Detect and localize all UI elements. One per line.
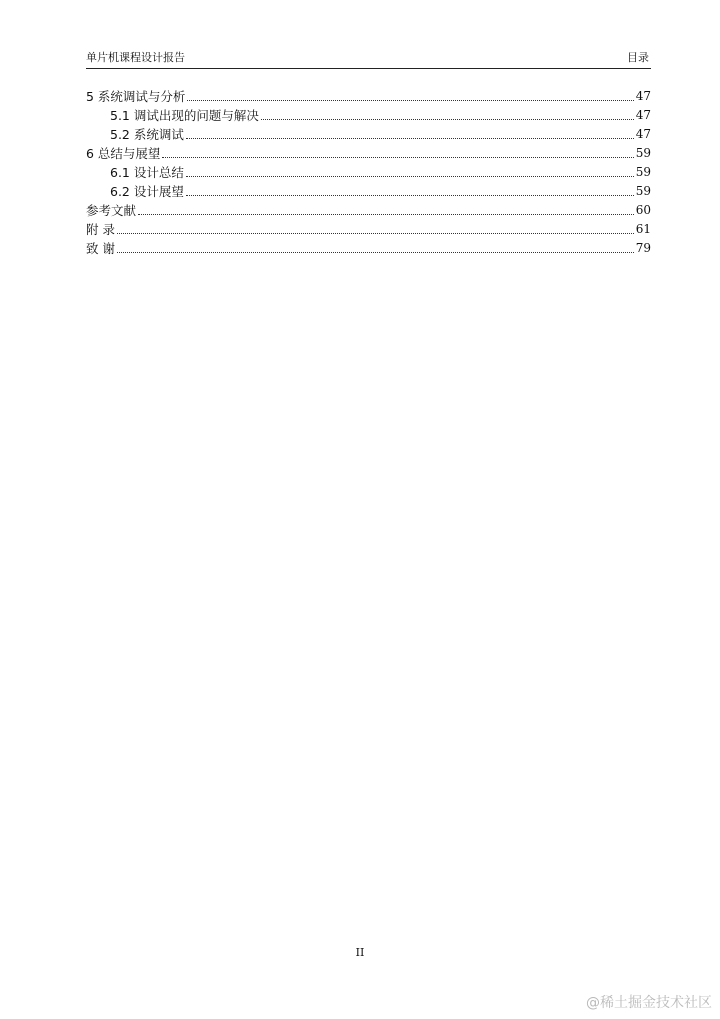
toc-entry-title: 5.1 调试出现的问题与解决 (110, 108, 259, 123)
page-number: II (355, 946, 365, 959)
toc-dot-leader (186, 138, 634, 139)
toc-entry-page: 59 (635, 146, 651, 160)
toc-dot-leader (162, 157, 633, 158)
toc-entry-page: 61 (635, 222, 651, 236)
toc-dot-leader (117, 233, 634, 234)
header-section-name: 目录 (627, 51, 649, 64)
toc-entry-page: 59 (635, 184, 651, 198)
toc-entry-page: 60 (635, 203, 651, 217)
toc-entry-title: 参考文献 (86, 203, 137, 218)
toc-entry-page: 59 (635, 165, 651, 179)
toc-entry[interactable] (86, 105, 651, 124)
watermark: @稀土掘金技术社区 (586, 995, 712, 1011)
toc-dot-leader (138, 214, 634, 215)
toc-entry[interactable] (86, 124, 651, 143)
toc-dot-leader (186, 195, 634, 196)
toc-entry-title: 6.2 设计展望 (110, 184, 184, 199)
toc-entry-title: 附 录 (86, 222, 115, 237)
toc-entry[interactable] (86, 86, 651, 105)
toc-entry-title: 致 谢 (86, 241, 115, 256)
toc-dot-leader (117, 252, 634, 253)
header-document-title: 单片机课程设计报告 (86, 51, 185, 64)
toc-dot-leader (187, 100, 633, 101)
toc-entry[interactable] (86, 219, 651, 238)
toc-entry-page: 47 (635, 127, 651, 141)
toc-entry-title: 6.1 设计总结 (110, 165, 184, 180)
toc-entry[interactable] (86, 200, 651, 219)
toc-entry-title: 5.2 系统调试 (110, 127, 184, 142)
toc-entry-title: 5 系统调试与分析 (86, 89, 186, 104)
toc-entry[interactable] (86, 162, 651, 181)
toc-entry-title: 6 总结与展望 (86, 146, 161, 161)
toc-entry-page: 47 (635, 89, 651, 103)
toc-dot-leader (261, 119, 634, 120)
toc-entry[interactable] (86, 238, 651, 257)
toc-entry[interactable] (86, 143, 651, 162)
toc-entry-page: 47 (635, 108, 651, 122)
toc-entry[interactable] (86, 181, 651, 200)
toc-entry-page: 79 (635, 241, 651, 255)
toc-dot-leader (186, 176, 634, 177)
table-of-contents (86, 86, 651, 257)
page-header (86, 50, 651, 69)
